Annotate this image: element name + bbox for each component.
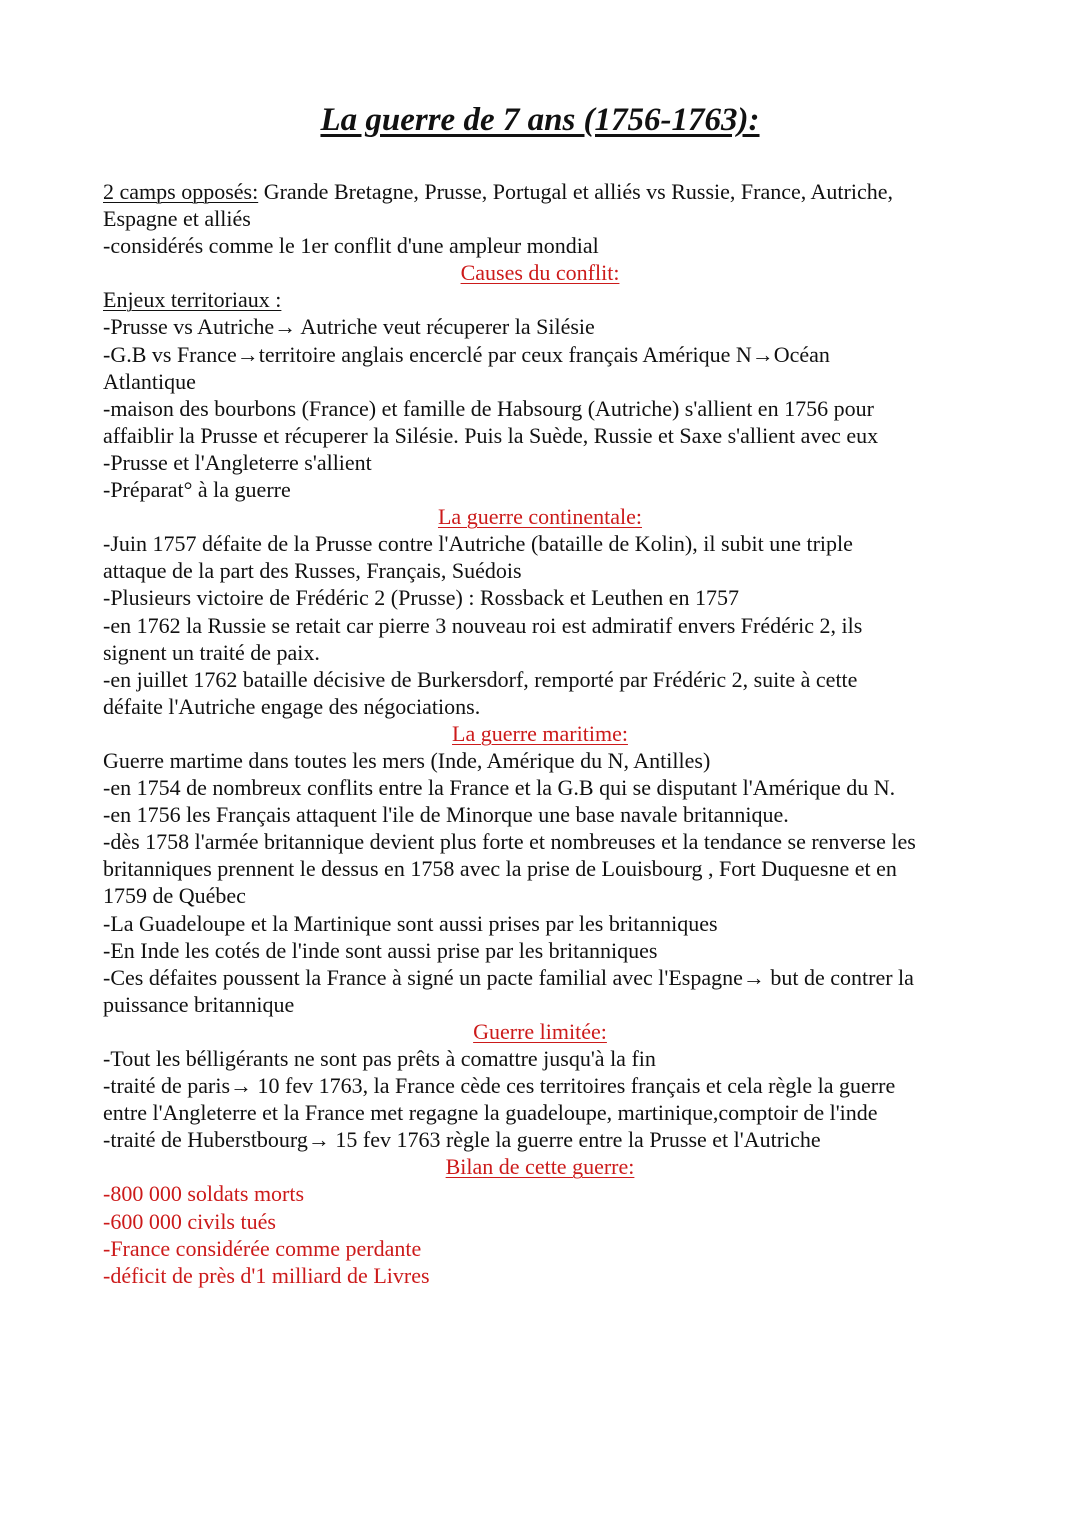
section-maritime — [103, 747, 1003, 1018]
section-heading-maritime: La guerre maritime: — [452, 720, 628, 746]
text-line: -traité de Huberstbourg→ 15 fev 1763 règle la guerre entre la Prusse et l'Autriche — [103, 1127, 821, 1153]
text-line: défaite l'Autriche engage des négociations. — [103, 693, 481, 719]
intro-label: 2 camps opposés: — [103, 179, 259, 204]
intro-text: Grande Bretagne, Prusse, Portugal et alliés vs Russie, France, Autriche, — [258, 179, 894, 204]
text-line: -Préparat° à la guerre — [103, 477, 291, 503]
text-line: -en juillet 1762 bataille décisive de Burkersdorf, remporté par Frédéric 2, suite à cette — [103, 666, 858, 692]
text-line: -800 000 soldats morts — [103, 1181, 305, 1207]
text-line: -Tout les bélligérants ne sont pas prêts à comattre jusqu'à la fin — [103, 1046, 656, 1071]
text-line: entre l'Angleterre et la France met regagne la guadeloupe, martinique,comptoir de l'inde — [103, 1100, 878, 1126]
section-heading-causes: Causes du conflit: — [460, 260, 620, 286]
text-line: -G.B vs France→territoire anglais encerclé par ceux français Amérique N→Océan — [103, 341, 830, 367]
text-line: -en 1756 les Français attaquent l'ile de Minorque une base navale britannique. — [103, 802, 789, 828]
intro-line: -considérés comme le 1er conflit d'une ampleur mondial — [103, 233, 599, 259]
text-line: attaque de la part des Russes, Français, Suédois — [103, 558, 522, 584]
text-line: -En Inde les cotés de l'inde sont aussi prise par les britanniques — [103, 937, 658, 963]
text-line: -Plusieurs victoire de Frédéric 2 (Prusse) : Rossback et Leuthen en 1757 — [103, 585, 740, 611]
intro-line: Espagne et alliés — [103, 206, 251, 232]
text-line: 1759 de Québec — [103, 883, 246, 909]
section-causes — [103, 313, 1003, 503]
text-line: -maison des bourbons (France) et famille de Habsourg (Autriche) s'allient en 1756 pour — [103, 395, 874, 421]
subheading-enjeux: Enjeux territoriaux : — [103, 287, 282, 313]
section-heading-bilan: Bilan de cette guerre: — [445, 1154, 635, 1180]
text-line: -traité de paris→ 10 fev 1763, la France cède ces territoires français et cela règle la guerre — [103, 1073, 896, 1099]
text-line: affaiblir la Prusse et récuperer la Silésie. Puis la Suède, Russie et Saxe s'allient avec eux — [103, 422, 879, 448]
text-line: -600 000 civils tués — [103, 1208, 276, 1234]
text-line: -Juin 1757 défaite de la Prusse contre l'Autriche (bataille de Kolin), il subit une triple — [103, 531, 853, 557]
text-line: Guerre martime dans toutes les mers (Inde, Amérique du N, Antilles) — [103, 747, 711, 773]
text-line: Atlantique — [103, 368, 196, 394]
text-line: -France considérée comme perdante — [103, 1235, 422, 1261]
document-body — [103, 178, 1003, 1289]
section-limitee — [103, 1045, 1003, 1153]
text-line: -déficit de près d'1 milliard de Livres — [103, 1262, 430, 1288]
section-heading-limitee: Guerre limitée: — [473, 1018, 607, 1044]
section-continentale — [103, 530, 1003, 720]
text-line: signent un traité de paix. — [103, 639, 320, 665]
section-bilan — [103, 1180, 1003, 1288]
text-line: puissance britannique — [103, 991, 295, 1017]
text-line: -dès 1758 l'armée britannique devient plus forte et nombreuses et la tendance se renverse les — [103, 829, 916, 855]
section-heading-continentale: La guerre continentale: — [437, 504, 642, 530]
intro-line — [103, 178, 1003, 205]
text-line: -Prusse et l'Angleterre s'allient — [103, 449, 372, 475]
page-title: La guerre de 7 ans (1756-1763): — [320, 102, 760, 138]
text-line: -Ces défaites poussent la France à signé un pacte familial avec l'Espagne→ but de contrer la — [103, 964, 914, 990]
text-line: -en 1762 la Russie se retait car pierre 3 nouveau roi est admiratif envers Frédéric 2, ils — [103, 612, 863, 638]
text-line: -Prusse vs Autriche→ Autriche veut récuperer la Silésie — [103, 314, 595, 340]
text-line: britanniques prennent le dessus en 1758 avec la prise de Louisbourg , Fort Duquesne et en — [103, 856, 897, 882]
text-line: -La Guadeloupe et la Martinique sont aussi prises par les britanniques — [103, 910, 718, 936]
text-line: -en 1754 de nombreux conflits entre la France et la G.B qui se disputant l'Amérique du N. — [103, 775, 896, 801]
